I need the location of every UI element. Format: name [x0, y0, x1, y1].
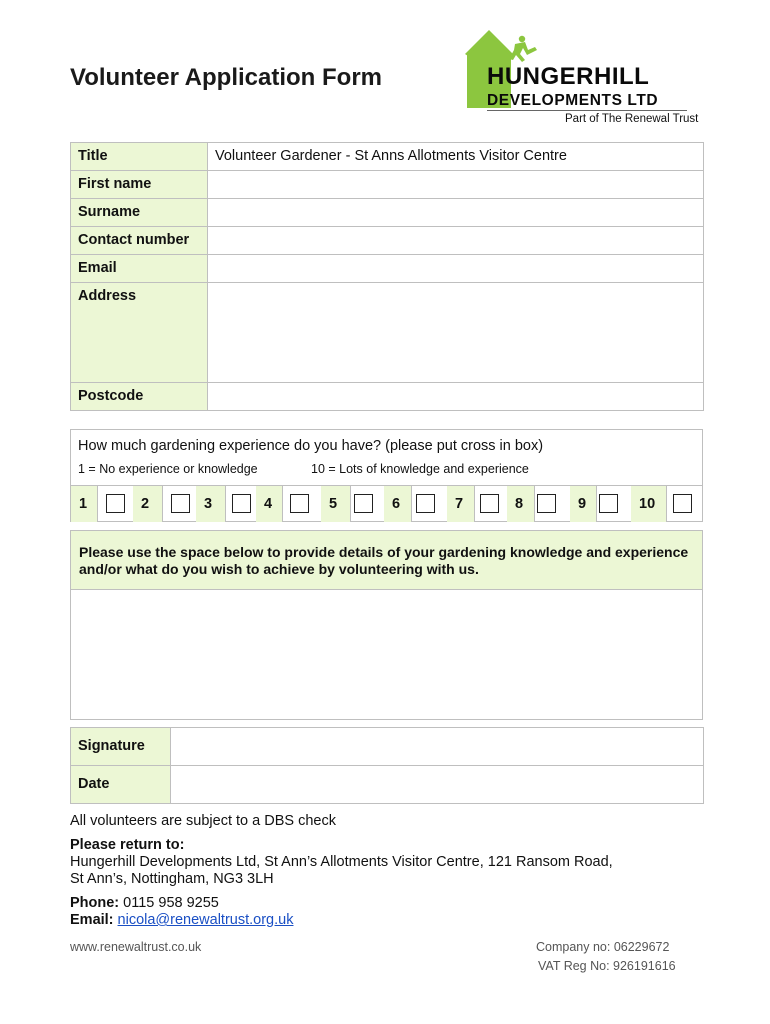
option-4-label: 4	[256, 486, 283, 522]
email-field[interactable]	[208, 255, 704, 283]
phone-line	[70, 895, 219, 911]
knowledge-prompt-box	[71, 531, 702, 590]
option-7-label: 7	[447, 486, 475, 522]
email-contact-label: Email:	[70, 912, 114, 928]
option-3-label: 3	[196, 486, 226, 522]
title-value: Volunteer Gardener - St Anns Allotments Visitor Centre	[208, 143, 704, 171]
contact-number-label: Contact number	[71, 227, 208, 255]
option-2-checkbox[interactable]	[171, 494, 190, 513]
option-3-checkbox[interactable]	[232, 494, 251, 513]
title-label: Title	[71, 143, 208, 171]
scale-low-label: 1 = No experience or knowledge	[78, 462, 258, 476]
option-3-checkbox-cell[interactable]	[226, 486, 257, 522]
company-number: Company no: 06229672	[536, 940, 670, 954]
scale-high-label: 10 = Lots of knowledge and experience	[311, 462, 529, 476]
phone-label: Phone:	[70, 895, 120, 911]
option-5-label: 5	[321, 486, 351, 522]
option-4-checkbox-cell[interactable]	[283, 486, 322, 522]
contact-number-field[interactable]	[208, 227, 704, 255]
option-10-checkbox[interactable]	[673, 494, 692, 513]
option-8-label: 8	[507, 486, 535, 522]
option-10-checkbox-cell[interactable]	[667, 486, 702, 522]
vat-number: VAT Reg No: 926191616	[538, 959, 676, 973]
page-title: Volunteer Application Form	[70, 64, 383, 91]
website-text: www.renewaltrust.co.uk	[70, 940, 202, 954]
option-6-checkbox-cell[interactable]	[412, 486, 448, 522]
date-field[interactable]	[171, 766, 704, 804]
option-1-label: 1	[71, 486, 98, 522]
surname-field[interactable]	[208, 199, 704, 227]
option-4-checkbox[interactable]	[290, 494, 309, 513]
option-2-checkbox-cell[interactable]	[163, 486, 197, 522]
first-name-field[interactable]	[208, 171, 704, 199]
logo-divider	[487, 110, 687, 111]
email-label: Email	[71, 255, 208, 283]
signature-field[interactable]	[171, 728, 704, 766]
address-field[interactable]	[208, 283, 704, 383]
knowledge-textarea[interactable]	[71, 590, 702, 719]
postcode-label: Postcode	[71, 383, 208, 411]
logo-name-line1: HUNGERHILL	[487, 63, 650, 90]
option-9-label: 9	[570, 486, 597, 522]
experience-question: How much gardening experience do you have? (please put cross in box)	[78, 438, 544, 454]
personal-details-table	[70, 142, 704, 411]
return-heading: Please return to:	[70, 837, 185, 853]
option-7-checkbox-cell[interactable]	[475, 486, 508, 522]
option-1-checkbox[interactable]	[106, 494, 125, 513]
address-label: Address	[71, 283, 208, 383]
option-1-checkbox-cell[interactable]	[98, 486, 134, 522]
postcode-field[interactable]	[208, 383, 704, 411]
logo-name-line2: DEVELOPMENTS LTD	[487, 92, 659, 109]
option-10-label: 10	[631, 486, 667, 522]
return-address-line1: Hungerhill Developments Ltd, St Ann’s Allotments Visitor Centre, 121 Ransom Road,	[70, 854, 613, 870]
dbs-notice: All volunteers are subject to a DBS check	[70, 813, 336, 829]
email-line	[70, 912, 293, 928]
logo-tagline: Part of The Renewal Trust	[565, 113, 699, 125]
knowledge-section	[70, 530, 703, 720]
option-9-checkbox-cell[interactable]	[597, 486, 632, 522]
date-label: Date	[71, 766, 171, 804]
option-7-checkbox[interactable]	[480, 494, 499, 513]
experience-scale	[71, 485, 702, 522]
return-address-line2: St Ann’s, Nottingham, NG3 3LH	[70, 871, 274, 887]
signature-table	[70, 727, 704, 804]
option-5-checkbox[interactable]	[354, 494, 373, 513]
experience-section	[70, 429, 703, 522]
signature-label: Signature	[71, 728, 171, 766]
first-name-label: First name	[71, 171, 208, 199]
option-8-checkbox-cell[interactable]	[535, 486, 571, 522]
phone-number: 0115 958 9255	[123, 895, 219, 911]
option-8-checkbox[interactable]	[537, 494, 556, 513]
option-2-label: 2	[133, 486, 163, 522]
email-link[interactable]: nicola@renewaltrust.org.uk	[117, 912, 294, 928]
option-6-label: 6	[384, 486, 412, 522]
option-9-checkbox[interactable]	[599, 494, 618, 513]
knowledge-prompt: Please use the space below to provide details of your gardening knowledge and experience and/or what do you wish to achieve by volunteering with us.	[79, 544, 689, 577]
hungerhill-logo	[465, 30, 699, 130]
option-5-checkbox-cell[interactable]	[351, 486, 385, 522]
option-6-checkbox[interactable]	[416, 494, 435, 513]
surname-label: Surname	[71, 199, 208, 227]
